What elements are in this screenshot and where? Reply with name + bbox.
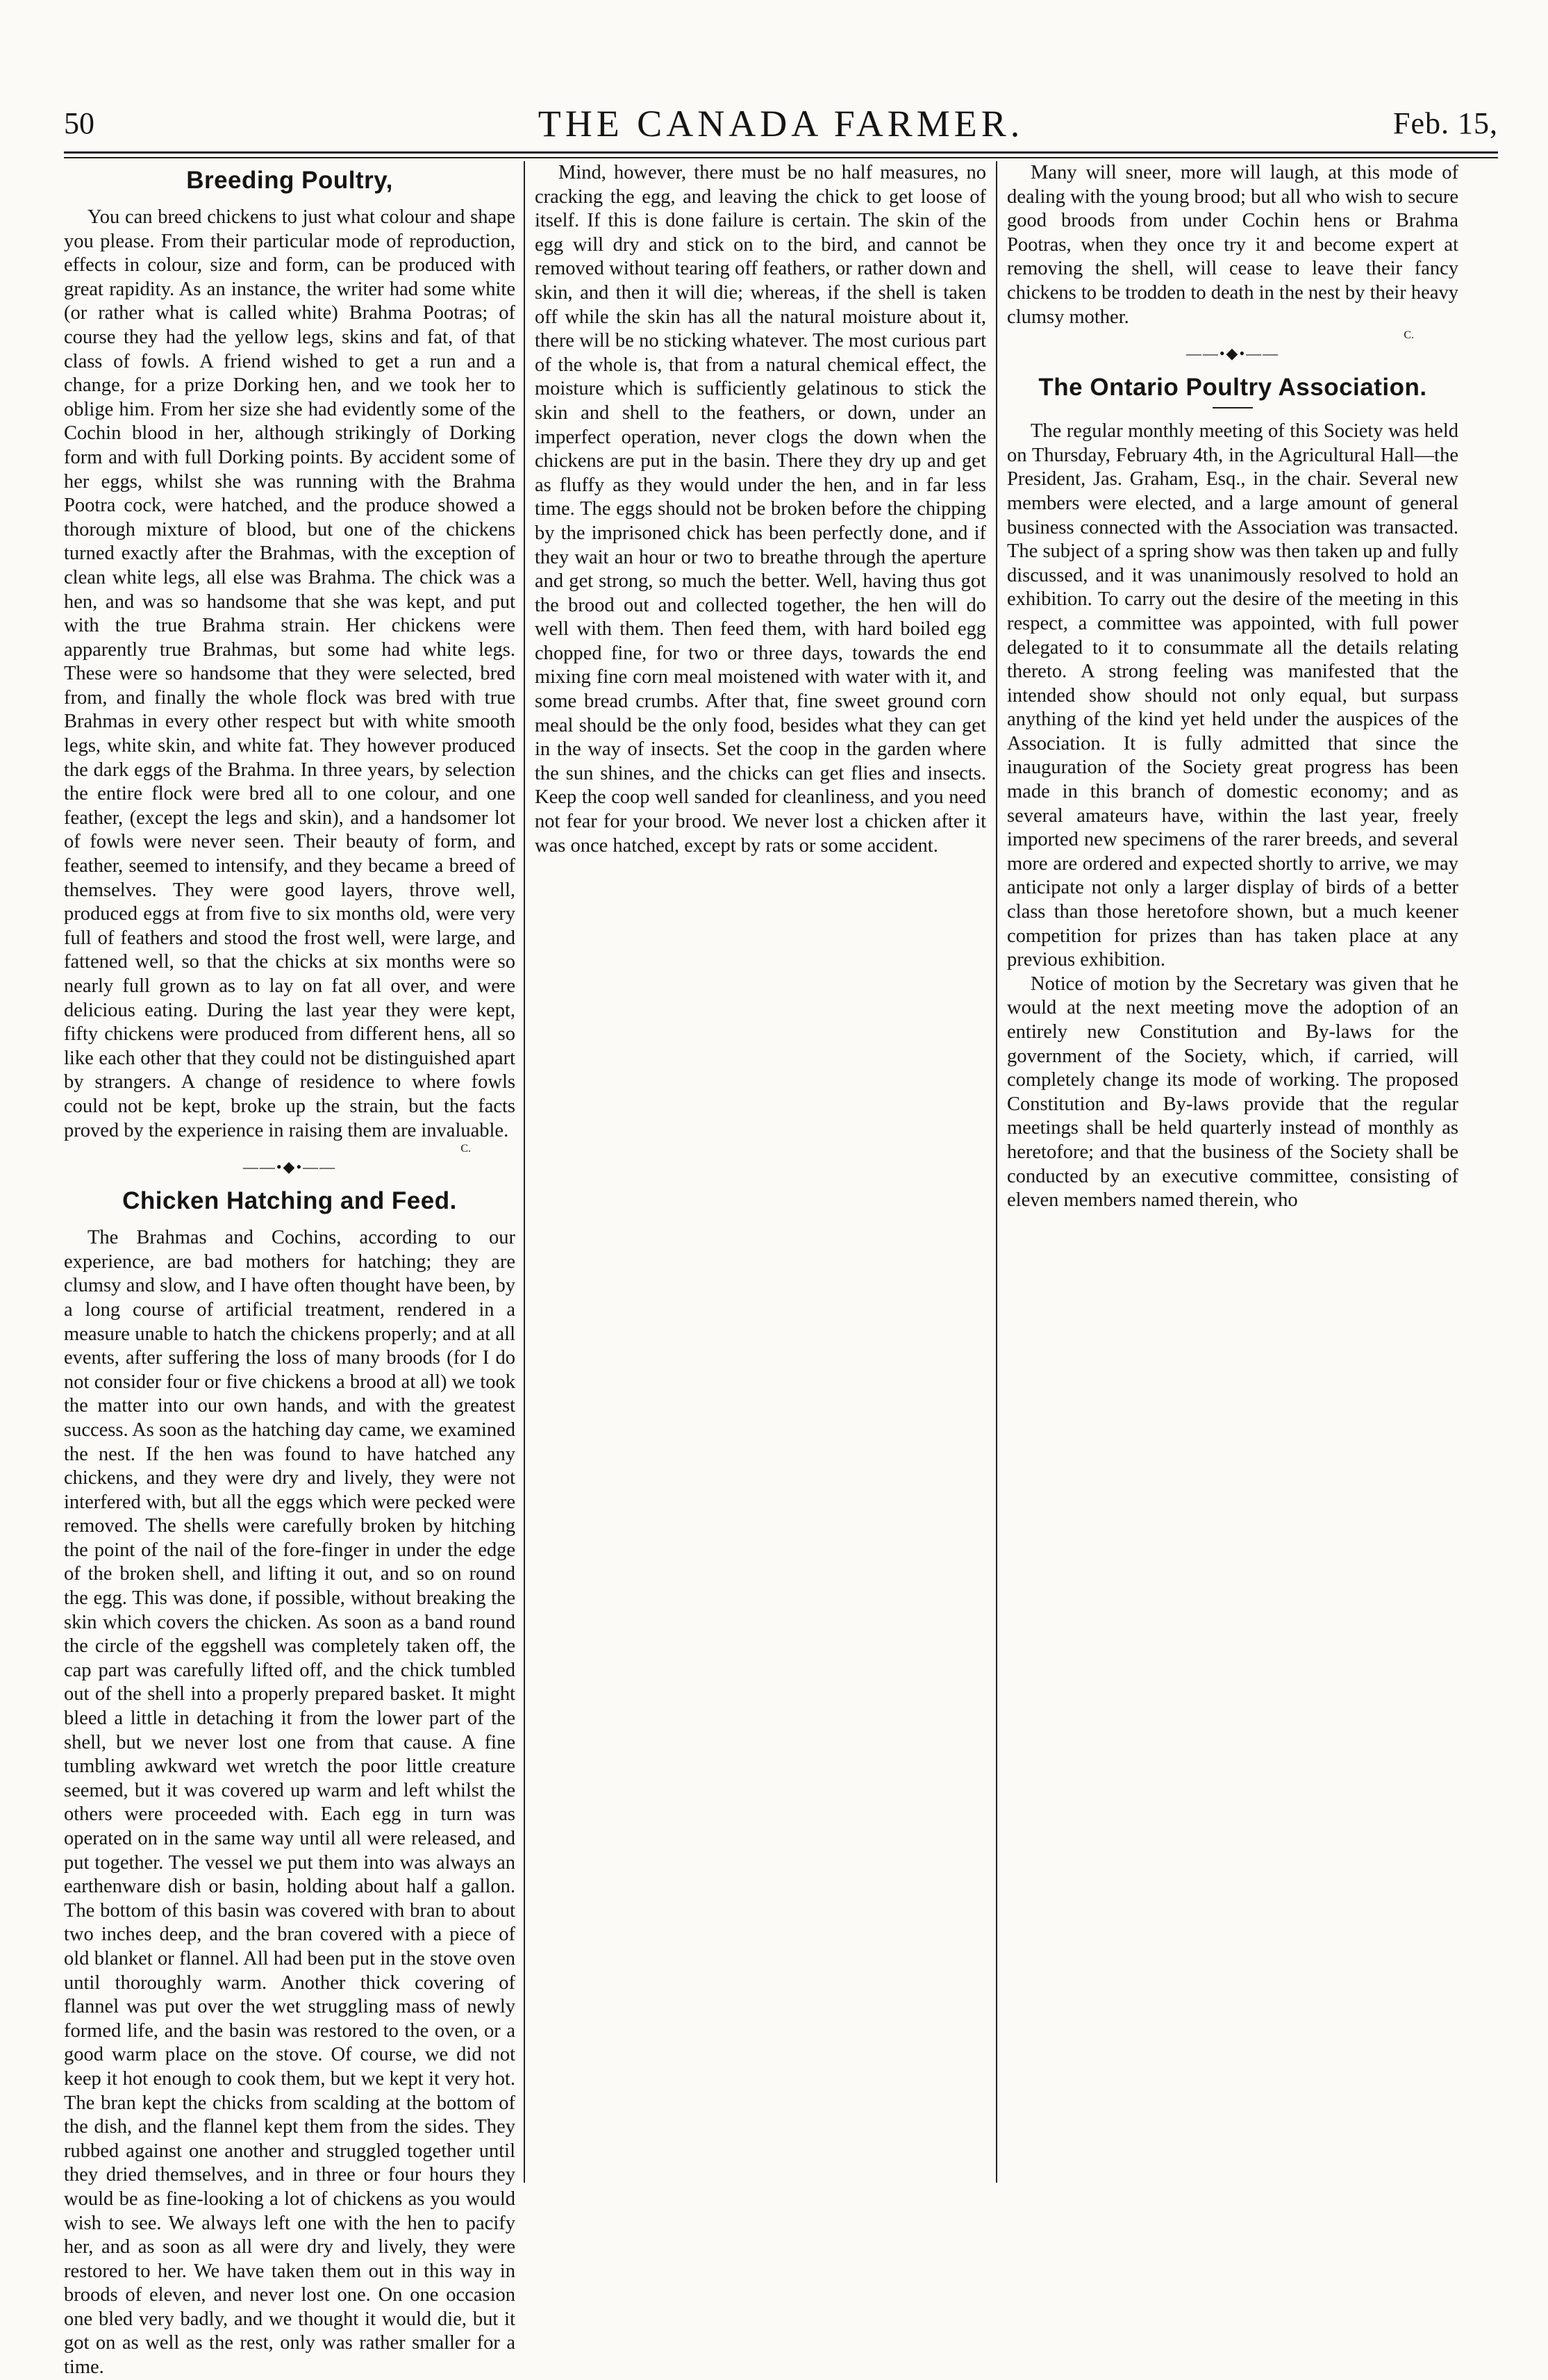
column-2 [535,161,986,2183]
issue-date: Feb. 15, [1393,106,1498,140]
article-title-chicken-hatching: Chicken Hatching and Feed. [122,1187,457,1215]
title-dash [1213,407,1253,408]
section-ornament: ——•◆•—— [1185,345,1280,363]
article-paragraph: You can breed chickens to just what colour and shape you please. From their particular mode of reproduction, effects in colour, size and form, can be produced with great rapidity. As an instance, the writer had some white (or rather what is called white) Brahma Pootras; of course they had the yellow legs, skins and fat, of that class of fowls. A friend wished to get a run and a change, for a prize Dorking hen, and we took her to oblige him. From her size she had evidently some of the Cochin blood in her, although strikingly of Dorking form and with full Dorking points. By accident some of her eggs, whilst she was running with the Brahma Pootra cock, were hatched, and the produce showed a thorough mixture of blood, but one of the chickens turned exactly after the Brahmas, with the exception of clean white legs, all else was Brahma. The chick was a hen, and was so handsome that she was kept, and put with the true Brahma strain. Her chickens were apparently true Brahmas, but some had white legs. These were so handsome that they were selected, bred from, and finally the whole flock was bred with true Brahmas in every other respect but with white smooth legs, white skin, and white fat. They however produced the dark eggs of the Brahma. In three years, by selection the entire flock were bred all to one colour, and one feather, (except the legs and skin), and a handsomer lot of fowls were never seen. Their beauty of form, and feather, seemed to intensify, and they became a breed of themselves. They were good layers, throve well, produced eggs at from five to six months old, were very full of feathers and stood the frost well, were large, and fattened well, so that the chicks at six months were so nearly full grown as to lay on fat all over, and were delicious eating. During the last year they were kept, fifty chickens were produced from different hens, all so like each other that they could not be distinguished apart by strangers. A change of residence to where fowls could not be kept, broke up the strain, but the facts proved by the experience in raising them are invaluable. [64,206,515,1141]
column-3 [1007,161,1458,2183]
journal-title: THE CANADA FARMER. [538,103,1024,144]
column-1 [64,161,515,2379]
column-divider [996,161,997,2183]
article-paragraph: Mind, however, there must be no half measures, no cracking the egg, and leaving the chick to get loose of itself. If this is done failure is certain. The skin of the egg will dry and stick on to the bird, and cannot be removed without tearing off feathers, or rather down and skin, and then it will die; whereas, if the shell is taken off while the skin has all the natural moisture about it, there will be no sticking whatever. The most curious part of the whole is, that from a natural chemical effect, the moisture which is sufficiently gelatinous to stick the skin and shell to the feathers, or down, under an imperfect operation, never clogs the down when the chickens are put in the basin. There they dry up and get as fluffy as they would under the hen, and in far less time. The eggs should not be broken before the chipping by the imprisoned chick has been perfectly done, and if they wait an hour or two to breathe through the aperture and get strong, so much the better. Well, having thus got the brood out and collected together, the hen will do well with them. Then feed them, with hard boiled egg chopped fine, for two or three days, towards the end mixing fine corn meal moistened with water with it, and some bread crumbs. After that, fine sweet ground corn meal should be the only food, besides what they can get in the way of insects. Set the coop in the garden where the sun shines, and the chicks can get flies and insects. Keep the coop well sanded for cleanliness, and you need not fear for your brood. We never lost a chicken after it was once hatched, except by rats or some accident. [535,162,986,857]
masthead [64,104,1498,146]
column-divider [524,161,525,2183]
article-paragraph: Many will sneer, more will laugh, at this mode of dealing with the young brood; but all who wish to secure good broods from under Cochin hens or Brahma Pootras, when they once try it and become expert at removing the shell, will cease to leave their fancy chickens to be trodden to death in the nest by their heavy clumsy mother. [1007,162,1458,328]
article-signature: C. [460,1143,471,1155]
article-title-ontario-poultry: The Ontario Poultry Association. [1038,374,1427,402]
article-signature: C. [1404,329,1414,342]
article-paragraph: The regular monthly meeting of this Society was held on Thursday, February 4th, in the Agricultural Hall—the President, Jas. Graham, Esq., in the chair. Several new members were elected, and a large amount of general business connected with the Association was transacted. The subject of a spring show was then taken up and fully discussed, and it was unanimously resolved to hold an exhibition. To carry out the desire of the meeting in this respect, a committee was appointed, with full power delegated to it to consummate all the details relating thereto. A strong feeling was manifested that the intended show should not only equal, but surpass anything of the kind yet held under the auspices of the Association. It is fully admitted that since the inauguration of the Society great progress has been made in this branch of domestic economy; and as several amateurs have, within the last year, freely imported new specimens of the rarer breeds, and several more are ordered and expected shortly to arrive, we may anticipate not only a larger display of birds of a better class than those heretofore shown, but a much keener competition for prizes than has taken place at any previous exhibition. [1007,420,1458,971]
article-paragraph: Notice of motion by the Secretary was given that he would at the next meeting move the adoption of an entirely new Constitution and By-laws for the government of the Society, which, if carried, will completely change its mode of working. The proposed Constitution and By-laws provide that the regular meetings shall be held quarterly instead of monthly as heretofore; and that the business of the Society shall be conducted by an executive committee, consisting of eleven members named therein, who [1007,973,1458,1212]
masthead-rule [64,151,1498,158]
page-number: 50 [64,106,94,140]
article-paragraph: The Brahmas and Cochins, according to our experience, are bad mothers for hatching; they are clumsy and slow, and I have often thought have been, by a long course of artificial treatment, rendered in a measure unable to hatch the chickens properly; and at all events, after suffering the loss of many broods (for I do not consider four or five chickens a brood at all) we took the matter into our own hands, and with the greatest success. As soon as the hatching day came, we examined the nest. If the hen was found to have hatched any chickens, and they were dry and lively, they were not interfered with, but all the eggs which were pecked were removed. The shells were carefully broken by hitching the point of the nail of the fore-finger in under the edge of the broken shell, and lifting it out, and so on round the egg. This was done, if possible, without breaking the skin which covers the chicken. As soon as a band round the circle of the eggshell was completely taken off, the cap part was carefully lifted off, and the chick tumbled out of the shell into a properly prepared basket. It might bleed a little in detaching it from the lower part of the shell, but we never lost one from that cause. A fine tumbling awkward wet wretch the poor little creature seemed, but it was covered up warm and left whilst the others were proceeded with. Each egg in turn was operated on in the same way until all were released, and put together. The vessel we put them into was always an earthenware dish or basin, holding about half a gallon. The bottom of this basin was covered with bran to about two inches deep, and the bran covered with a piece of old blanket or flannel. All had been put in the stove oven until thoroughly warm. Another thick covering of flannel was put over the wet struggling mass of newly formed life, and the basin was restored to the oven, or a good warm place on the stove. Of course, we did not keep it hot enough to cook them, but we kept it very hot. The bran kept the chicks from scalding at the bottom of the dish, and the flannel kept them from the sides. They rubbed against one another and struggled together until they dried themselves, and in three or four hours they would be as fine-looking a lot of chickens as you would wish to see. We always left one with the hen to pacify her, and as soon as all were dry and lively, they were restored to her. We have taken them out in this way in broods of eleven, and never lost one. On one occasion one bled very badly, and we thought it would die, but it got on as well as the rest, only was rather smaller for a time. [64,1227,515,2379]
section-ornament: ——•◆•—— [242,1158,337,1176]
article-title-breeding-poultry: Breeding Poultry, [186,167,393,194]
